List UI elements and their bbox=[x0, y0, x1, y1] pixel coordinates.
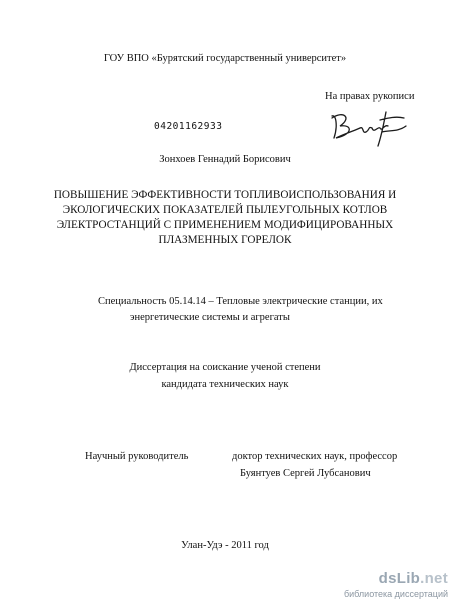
author-signature bbox=[322, 104, 412, 150]
specialty-line: Специальность 05.14.14 – Тепловые электрические станции, их bbox=[98, 296, 383, 307]
watermark-logo-main: dsLib bbox=[378, 570, 421, 587]
city-year: Улан-Удэ - 2011 год bbox=[181, 540, 269, 551]
university-name: ГОУ ВПО «Бурятский государственный университет» bbox=[103, 53, 347, 64]
document-number: 04201162933 bbox=[154, 121, 223, 132]
watermark-logo-ext: .net bbox=[420, 570, 448, 587]
advisor-name: Буянтуев Сергей Лубсанович bbox=[240, 468, 371, 479]
watermark-subtitle: библиотека диссертаций bbox=[343, 589, 448, 599]
title-line: ЭКОЛОГИЧЕСКИХ ПОКАЗАТЕЛЕЙ ПЫЛЕУГОЛЬНЫХ КОТЛОВ bbox=[62, 204, 388, 216]
title-line: ЭЛЕКТРОСТАНЦИЙ С ПРИМЕНЕНИЕМ МОДИФИЦИРОВАННЫХ bbox=[56, 219, 394, 231]
dissertation-title bbox=[0, 188, 450, 248]
advisor-title: доктор технических наук, профессор bbox=[232, 451, 398, 462]
title-line: ПЛАЗМЕННЫХ ГОРЕЛОК bbox=[158, 234, 292, 246]
specialty-line: энергетические системы и агрегаты bbox=[130, 312, 290, 323]
author-name: Зонхоев Геннадий Борисович bbox=[159, 154, 291, 165]
title-line: ПОВЫШЕНИЕ ЭФФЕКТИВНОСТИ ТОПЛИВОИСПОЛЬЗОВАНИЯ И bbox=[53, 189, 397, 201]
watermark-logo bbox=[333, 570, 448, 587]
rights-label: На правах рукописи bbox=[325, 91, 415, 102]
watermark bbox=[333, 570, 448, 599]
advisor-label: Научный руководитель bbox=[85, 451, 189, 462]
degree-line: кандидата технических наук bbox=[161, 379, 289, 390]
degree-line: Диссертация на соискание ученой степени bbox=[129, 362, 321, 373]
